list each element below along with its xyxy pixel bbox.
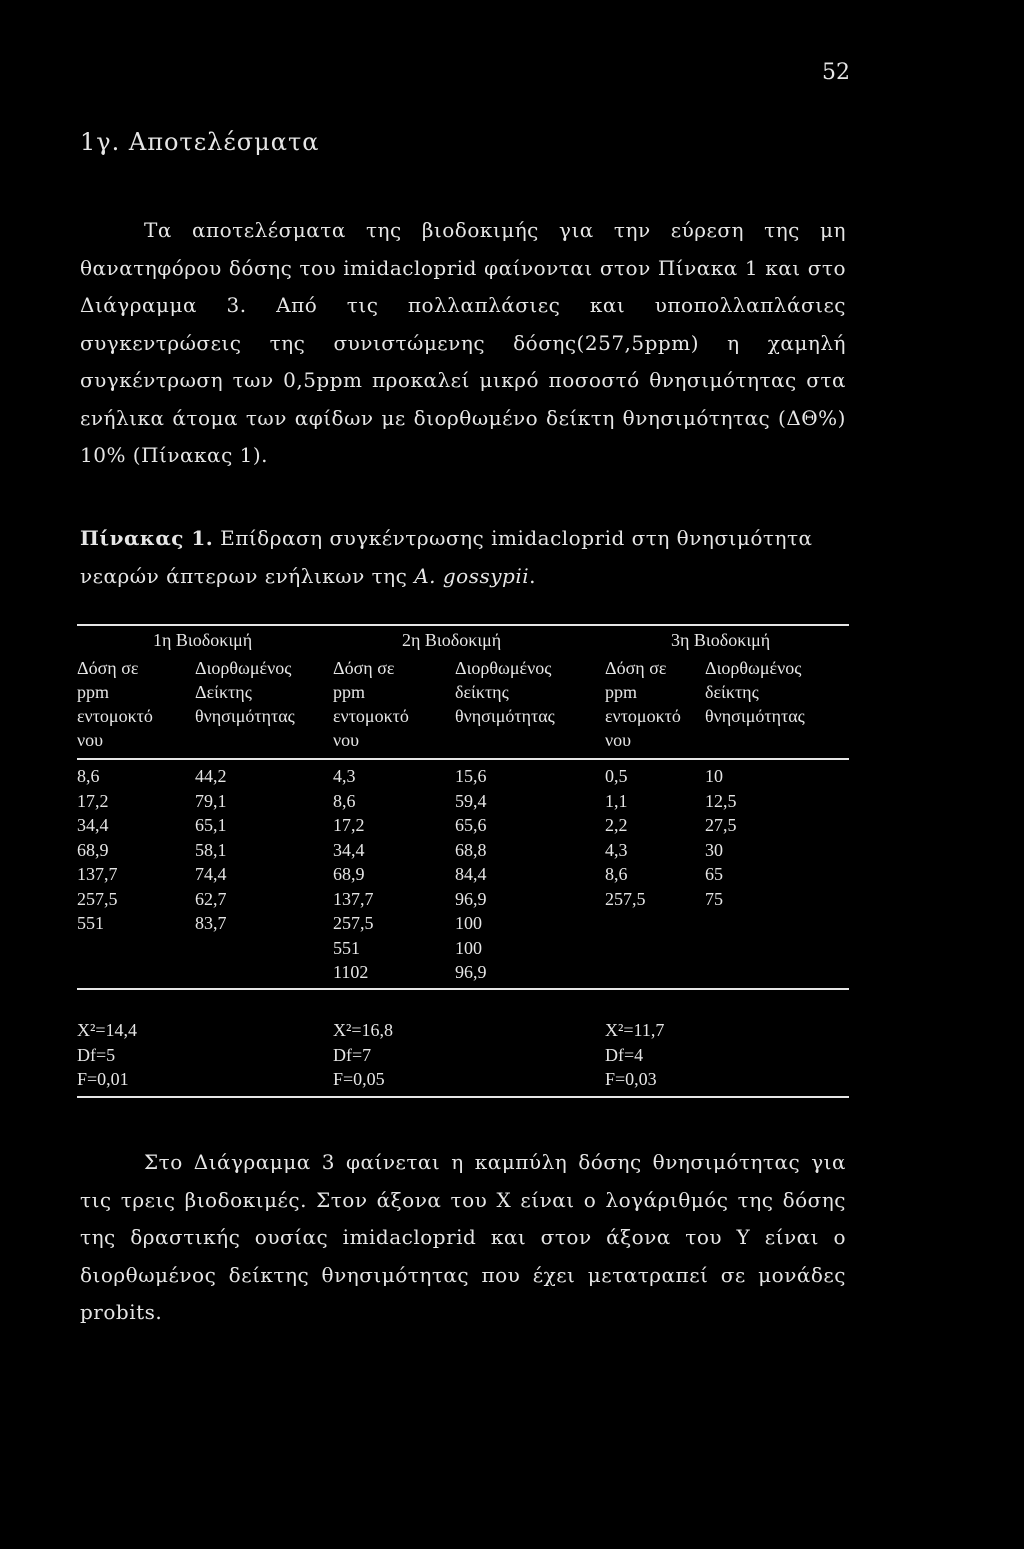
stats-cell: F=0,03 (605, 1069, 657, 1089)
stats-cell: Df=4 (605, 1044, 644, 1065)
header-cell: Διορθωμένος (705, 658, 802, 678)
table-cell: 1102 (333, 962, 369, 982)
header-cell: νου (605, 730, 632, 750)
stats-cell: X²=16,8 (333, 1020, 394, 1040)
section-heading: 1γ. Αποτελέσματα (80, 128, 320, 156)
header-cell: Διορθωμένος (195, 658, 292, 678)
table-cell: 10 (705, 766, 723, 786)
diagram-paragraph (80, 1144, 846, 1332)
table-row (77, 938, 849, 964)
table-row (77, 864, 849, 890)
page-number: 52 (822, 60, 850, 85)
table-cell: 58,1 (195, 839, 227, 860)
table-cell: 100 (455, 937, 482, 958)
table-cell: 68,9 (333, 864, 365, 884)
table-cell: 0,5 (605, 766, 628, 786)
header-row (77, 706, 849, 732)
header-cell: θνησιμότητας (705, 706, 805, 726)
table-cell: 75 (705, 888, 723, 909)
group-header-2: 2η Βιοδοκιμή (402, 630, 502, 650)
header-cell: θνησιμότητας (455, 706, 555, 726)
intro-paragraph-text: Τα αποτελέσματα της βιοδοκιμής για την εύρεση της μη θανατηφόρου δόσης του imidacloprid φαίνονται στον Πίνακα 1 και στο Διάγραμμα 3. Από τις πολλαπλάσιες και υποπολλαπλάσιες συγκεντρώσεις της συνιστώμενης δόσης(257,5ppm) η χαμηλή συγκέντρωση των 0,5ppm προκαλεί μικρό ποσοστό θνησιμότητας στα ενήλικα άτομα των αφίδων με διορθωμένο δείκτη θνησιμότητας (ΔΘ%) 10% (Πίνακας 1). (80, 218, 846, 467)
table-row (77, 889, 849, 915)
header-cell: εντομοκτό (77, 706, 153, 726)
header-cell: Δείκτης (195, 682, 252, 702)
header-cell: νου (333, 730, 360, 750)
stats-cell: F=0,05 (333, 1069, 385, 1089)
header-cell: ppm (333, 682, 366, 702)
table-cell: 100 (455, 913, 482, 933)
table-cell: 65,1 (195, 815, 227, 835)
table-caption-label: Πίνακας 1. (80, 526, 214, 550)
header-cell: θνησιμότητας (195, 706, 295, 726)
table-cell: 74,4 (195, 864, 227, 884)
table-cell: 137,7 (333, 888, 374, 909)
table-cell: 27,5 (705, 815, 737, 835)
table-cell: 15,6 (455, 766, 487, 786)
stats-cell: F=0,01 (77, 1069, 129, 1089)
table-cell: 96,9 (455, 888, 487, 909)
table-cell: 257,5 (605, 888, 646, 909)
table-row (77, 962, 849, 988)
stats-cell: Df=7 (333, 1044, 372, 1065)
table-cell: 4,3 (605, 839, 628, 860)
header-cell: ppm (605, 682, 638, 702)
table-cell: 8,6 (605, 864, 628, 884)
table-cell: 12,5 (705, 790, 737, 811)
table-cell: 8,6 (333, 790, 356, 811)
header-cell: δείκτης (705, 682, 759, 702)
diagram-paragraph-text: Στο Διάγραμμα 3 φαίνεται η καμπύλη δόσης θνησιμότητας για τις τρεις βιοδοκιμές. Στον άξονα του X είναι ο λογάριθμός της δόσης της δραστικής ουσίας imidacloprid και στον άξονα του Y είναι ο διορθωμένος δείκτης θνησιμότητας που έχει μετατραπεί σε μονάδες probits. (80, 1150, 846, 1324)
table-cell: 551 (333, 937, 360, 958)
header-cell: Δόση σε (333, 658, 395, 678)
header-cell: εντομοκτό (333, 706, 409, 726)
table-caption-text: Επίδραση συγκέντρωσης imidacloprid στη θνησιμότητα νεαρών άπτερων ενήλικων της (80, 526, 813, 588)
table-cell: 59,4 (455, 790, 487, 811)
table-cell: 137,7 (77, 864, 118, 884)
group-header-row (77, 630, 849, 656)
table-cell: 65,6 (455, 815, 487, 835)
stats-cell: X²=11,7 (605, 1020, 665, 1040)
table-row (77, 766, 849, 792)
table-row (77, 815, 849, 841)
table-cell: 257,5 (333, 913, 374, 933)
table-cell: 2,2 (605, 815, 628, 835)
stats-row (77, 1020, 849, 1046)
table-row (77, 791, 849, 817)
table-cell: 551 (77, 913, 104, 933)
table-cell: 65 (705, 864, 723, 884)
table-cell: 17,2 (77, 790, 109, 811)
header-row (77, 658, 849, 684)
table-cell: 44,2 (195, 766, 227, 786)
group-header-3: 3η Βιοδοκιμή (671, 630, 771, 650)
table-row (77, 840, 849, 866)
table-top-rule (77, 624, 849, 626)
header-cell: Διορθωμένος (455, 658, 552, 678)
stats-cell: X²=14,4 (77, 1020, 138, 1040)
table-caption (80, 520, 846, 595)
header-cell: Δόση σε (77, 658, 139, 678)
stats-row (77, 1069, 849, 1095)
table-cell: 1,1 (605, 790, 628, 811)
table-cell: 68,8 (455, 839, 487, 860)
table-cell: 8,6 (77, 766, 100, 786)
stats-row (77, 1045, 849, 1071)
header-row (77, 682, 849, 708)
table-row (77, 913, 849, 939)
table-cell: 96,9 (455, 962, 487, 982)
stats-cell: Df=5 (77, 1044, 116, 1065)
header-cell: εντομοκτό (605, 706, 681, 726)
intro-paragraph (80, 212, 846, 475)
table-cell: 83,7 (195, 913, 227, 933)
header-cell: Δόση σε (605, 658, 667, 678)
header-cell: ppm (77, 682, 110, 702)
header-cell: νου (77, 730, 104, 750)
table-cell: 84,4 (455, 864, 487, 884)
table-cell: 34,4 (333, 839, 365, 860)
table-caption-species: A. gossypii (414, 563, 530, 588)
header-cell: δείκτης (455, 682, 509, 702)
table-cell: 17,2 (333, 815, 365, 835)
table-cell: 30 (705, 839, 723, 860)
table-cell: 257,5 (77, 888, 118, 909)
body-bottom-rule (77, 988, 849, 990)
table-cell: 4,3 (333, 766, 356, 786)
header-bottom-rule (77, 758, 849, 760)
table-caption-end: . (529, 563, 537, 588)
header-row (77, 730, 849, 756)
table-cell: 34,4 (77, 815, 109, 835)
table-cell: 68,9 (77, 839, 109, 860)
group-header-1: 1η Βιοδοκιμή (153, 630, 253, 650)
table-cell: 79,1 (195, 790, 227, 811)
table-cell: 62,7 (195, 888, 227, 909)
table-bottom-rule (77, 1096, 849, 1098)
